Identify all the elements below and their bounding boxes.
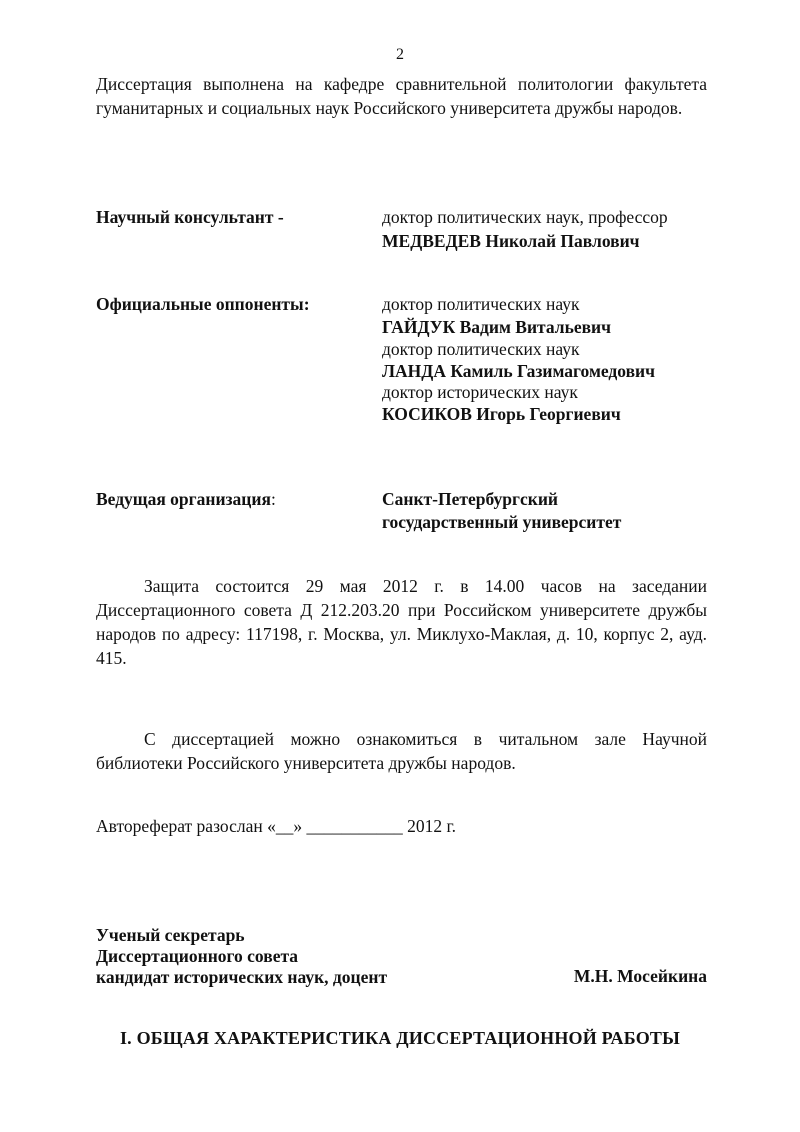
opponent-degree: доктор исторических наук [382, 382, 578, 402]
leading-org-label [96, 488, 276, 510]
opponents-label: Официальные оппоненты: [96, 294, 310, 314]
library-paragraph: С диссертацией можно ознакомиться в читальном зале Научной библиотеки Российского университета дружбы народов. [96, 729, 707, 773]
leading-org-label-colon: : [270, 489, 276, 509]
section-heading: I. ОБЩАЯ ХАРАКТЕРИСТИКА ДИССЕРТАЦИОННОЙ РАБОТЫ [119, 1028, 681, 1048]
opponent-name: КОСИКОВ Игорь Георгиевич [382, 404, 621, 424]
opponent-degree: доктор политических наук [382, 294, 580, 314]
opponent-name: ЛАНДА Камиль Газимагомедович [382, 361, 655, 381]
consultant-name: МЕДВЕДЕВ Николай Павлович [382, 231, 640, 251]
consultant-degree: доктор политических наук, профессор [382, 207, 668, 227]
secretary-name: М.Н. Мосейкина [573, 966, 707, 986]
opponent-name: ГАЙДУК Вадим Витальевич [382, 317, 612, 337]
leading-org-line2: государственный университет [382, 512, 622, 532]
leading-org-line1: Санкт-Петербургский [382, 489, 558, 509]
consultant-label: Научный консультант - [96, 207, 284, 227]
page-number: 2 [396, 46, 404, 63]
mailing-line: Автореферат разослан «__» ___________ 2012 г. [96, 816, 457, 836]
secretary-council: Диссертационного совета [96, 946, 299, 966]
secretary-title: Ученый секретарь [96, 925, 245, 945]
defense-paragraph: Защита состоится 29 мая 2012 г. в 14.00 часов на заседании Диссертационного совета Д 212.203.20 при Российском университете дружбы народов по адресу: 117198, г. Москва, ул. Миклухо-Маклая, д. 10, корпус 2, ауд. 415. [96, 576, 707, 668]
leading-org-label-text: Ведущая организация [96, 489, 271, 509]
intro-paragraph: Диссертация выполнена на кафедре сравнительной политологии факультета гуманитарных и социальных наук Российского университета дружбы народов. [96, 74, 707, 118]
opponent-degree: доктор политических наук [382, 339, 580, 359]
secretary-degree: кандидат исторических наук, доцент [96, 967, 388, 987]
